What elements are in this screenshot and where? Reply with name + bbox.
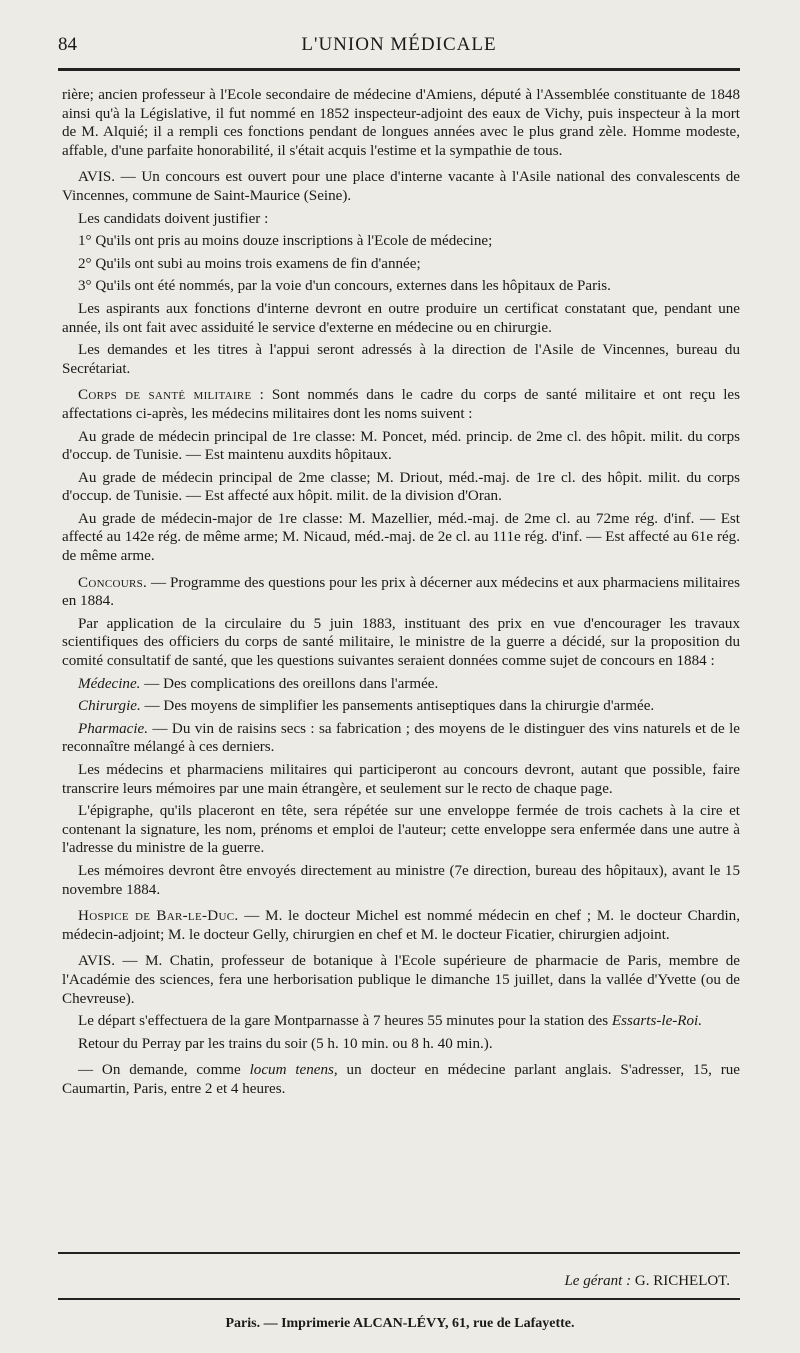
concours-p3: L'épigraphe, qu'ils placeront en tête, sera répétée sur une enveloppe fermée de trois cachets à la cire et contenant la signature, les nom, prénoms et emploi de l'auteur; cette enveloppe sera enfermée dans une autre à l'adresse du ministre de la guerre. — [62, 803, 740, 857]
concours-chirurgie: Chirurgie. — Des moyens de simplifier les pansements antiseptiques dans la chirurgie d'armée. — [78, 698, 655, 715]
page-header — [58, 34, 740, 64]
hospice-paragraph: Hospice de Bar-le-Duc. — M. le docteur Michel est nommé médecin en chef ; M. le docteur Chardin, médecin-adjoint; M. le docteur Gelly, chirurgien en chef et M. le docteur Ficatier, chirurgien adjoint. — [62, 908, 741, 943]
requirement-2: 2° Qu'ils ont subi au moins trois examens de fin d'année; — [78, 255, 421, 272]
footer-rule — [58, 1252, 740, 1254]
requests-paragraph: Les demandes et les titres à l'appui seront adressés à la direction de l'Asile de Vincennes, bureau du Secrétariat. — [62, 342, 740, 377]
concours-p1: Par application de la circulaire du 5 juin 1883, instituant des prix en vue d'encourager les travaux scientifiques des officiers du corps de santé militaire, le ministre de la guerre a décidé, sur la proposition du comité consultatif de santé, que les questions suivantes seraient données comme sujet de concours en 1884 : — [62, 615, 740, 670]
imprint-rule — [58, 1298, 740, 1300]
avis-chatin: AVIS. — M. Chatin, professeur de botanique à l'Ecole supérieure de pharmacie de Paris, membre de l'Académie des sciences, fera une herborisation publique le dimanche 15 juillet, dans la vallée d'Yvette (ou de Chevreuse). — [62, 953, 740, 1007]
corps-sante-p2: Au grade de médecin principal de 2me classe; M. Driout, méd.-maj. de 1re cl. des hôpit. milit. du corps d'occup. de Tunisie. — Est affecté aux hôpit. milit. de la division d'Oran. — [62, 469, 740, 505]
candidates-line: Les candidats doivent justifier : — [78, 210, 269, 227]
article-body — [62, 86, 740, 1103]
corps-sante-p1: Au grade de médecin principal de 1re classe: M. Poncet, méd. princip. de 2me cl. des hôpit. milit. du corps d'occup. de Tunisie. — Est maintenu auxdits hôpitaux. — [62, 428, 740, 464]
page-number: 84 — [58, 34, 77, 55]
corps-sante-intro: Corps de santé militaire : Sont nommés dans le cadre du corps de santé militaire et ont reçu les affectations ci-après, les médecins militaires dont les noms suivent : — [62, 387, 741, 422]
certificate-paragraph: Les aspirants aux fonctions d'interne devront en outre produire un certificat constatant que, pendant une année, ils ont fait avec assiduité le service d'externe en médecine ou en chirurgie. — [62, 300, 740, 336]
header-rule — [58, 68, 740, 71]
locum-notice: — On demande, comme locum tenens, un docteur en médecine parlant anglais. S'adresser, 15, rue Caumartin, Paris, entre 2 et 4 heures. — [62, 1062, 740, 1097]
concours-p4: Les mémoires devront être envoyés directement au ministre (7e direction, bureau des hôpitaux), avant le 15 novembre 1884. — [62, 862, 740, 898]
corps-sante-p3: Au grade de médecin-major de 1re classe: M. Mazellier, méd.-maj. de 2me cl. au 72me rég. d'inf. — Est affecté au 142e rég. de même arme; M. Nicaud, méd.-maj. de 2e cl. au 111e rég. d'inf. — Est affecté au 61e rég. de même arme. — [62, 510, 740, 565]
chatin-departure: Le départ s'effectuera de la gare Montparnasse à 7 heures 55 minutes pour la station des Essarts-le-Roi. — [78, 1013, 703, 1030]
requirement-3: 3° Qu'ils ont été nommés, par la voie d'un concours, externes dans les hôpitaux de Paris. — [78, 278, 611, 295]
chatin-return: Retour du Perray par les trains du soir (5 h. 10 min. ou 8 h. 40 min.). — [78, 1035, 493, 1052]
concours-pharmacie: Pharmacie. — Du vin de raisins secs : sa fabrication ; des moyens de le distinguer des vins naturels et de le reconnaître mélangé à ces derniers. — [62, 720, 740, 756]
corps-sante-heading: Corps de santé militaire : — [78, 387, 265, 404]
imprint-line: Paris. — Imprimerie ALCAN-LÉVY, 61, rue de Lafayette. — [225, 1316, 575, 1331]
signature: Le gérant : G. RICHELOT. — [564, 1273, 730, 1289]
requirement-1: 1° Qu'ils ont pris au moins douze inscriptions à l'Ecole de médecine; — [78, 233, 493, 250]
concours-medecine: Médecine. — Des complications des oreillons dans l'armée. — [78, 675, 439, 692]
avis-vincennes: AVIS. — Un concours est ouvert pour une place d'interne vacante à l'Asile national des convalescents de Vincennes, commune de Saint-Maurice (Seine). — [62, 169, 740, 204]
obituary-paragraph: rière; ancien professeur à l'Ecole secondaire de médecine d'Amiens, député à l'Assemblée constituante de 1848 ainsi qu'à la Législative, il fut nommé en 1852 inspecteur-adjoint des eaux de Vichy, puis inspecteur à la mort de M. Alquié; il a rempli ces fonctions pendant de longues années avec le plus grand zèle. Homme modeste, affable, d'une parfaite honorabilité, il s'était acquis l'estime et la sympathie de tous. — [62, 87, 740, 159]
concours-intro: Concours. — Programme des questions pour les prix à décerner aux médecins et aux pharmaciens militaires en 1884. — [62, 574, 740, 610]
concours-heading: Concours. — [78, 574, 148, 591]
concours-p2: Les médecins et pharmaciens militaires qui participeront au concours devront, autant que possible, faire transcrire leurs mémoires par une main étrangère, et seulement sur le recto de chaque page. — [62, 762, 740, 797]
hospice-heading: Hospice de Bar-le-Duc. — [78, 908, 239, 925]
journal-title: L'UNION MÉDICALE — [301, 34, 497, 55]
